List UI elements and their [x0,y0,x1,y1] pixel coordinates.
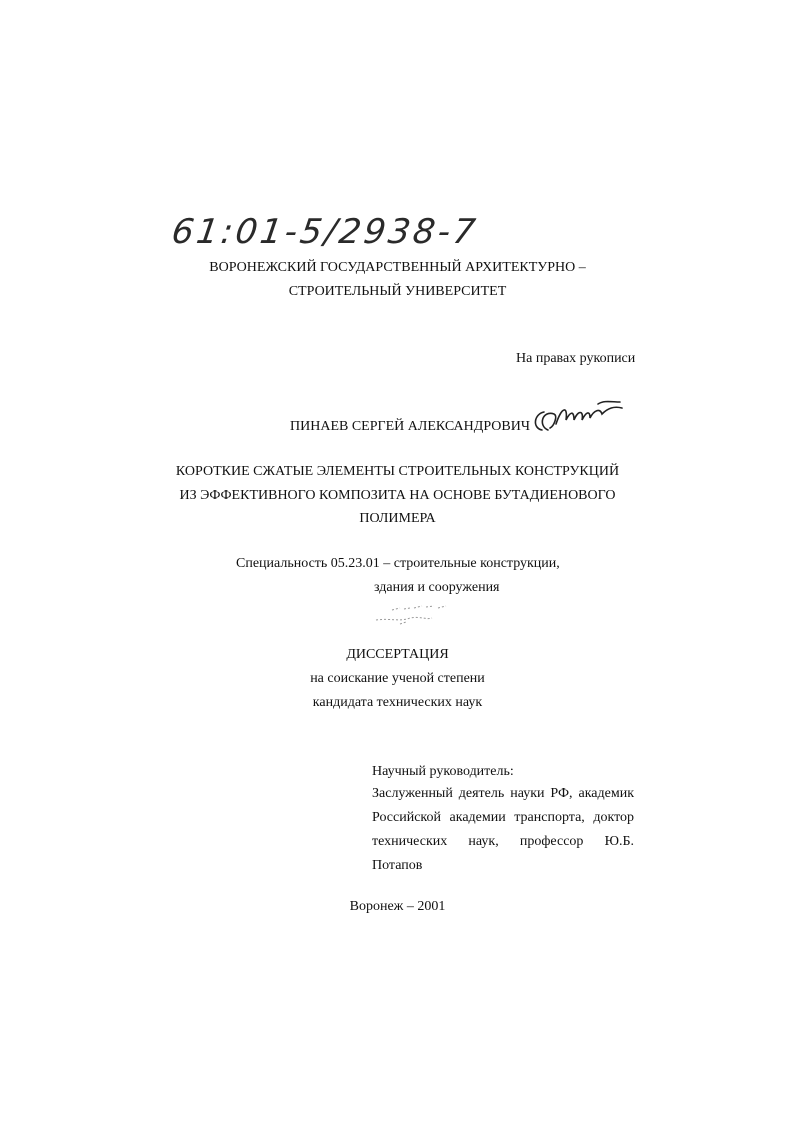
place-year: Воронеж – 2001 [349,899,446,914]
author-name: ПИНАЕВ СЕРГЕЙ АЛЕКСАНДРОВИЧ [290,419,530,434]
handwritten-archive-code: 61:01-5/2938-7 [169,212,481,252]
author-signature [528,396,628,442]
thesis-title-line-2: ИЗ ЭФФЕКТИВНОГО КОМПОЗИТА НА ОСНОВЕ БУТАДИЕНОВОГО [179,488,616,503]
supervisor-details [372,782,634,878]
university-line-2: СТРОИТЕЛЬНЫЙ УНИВЕРСИТЕТ [288,284,507,299]
supervisor-line-2: Российской академии транспорта, доктор [372,810,634,825]
supervisor-line-3: технических наук, профессор Ю.Б. Потапов [372,834,634,873]
specialty-line-1: Специальность 05.23.01 – строительные конструкции, [236,556,560,571]
degree-line-1: на соискание ученой степени [310,671,485,686]
thesis-title-line-1: КОРОТКИЕ СЖАТЫЕ ЭЛЕМЕНТЫ СТРОИТЕЛЬНЫХ КОНСТРУКЦИЙ [175,464,620,479]
thesis-title-line-3: ПОЛИМЕРА [359,511,436,526]
faint-stamp-mark [370,600,480,628]
university-line-1: ВОРОНЕЖСКИЙ ГОСУДАРСТВЕННЫЙ АРХИТЕКТУРНО – [209,260,586,275]
supervisor-line-1: Заслуженный деятель науки РФ, академик [372,786,634,801]
degree-line-2: кандидата технических наук [312,695,483,710]
rights-note: На правах рукописи [516,351,636,366]
dissertation-heading: ДИССЕРТАЦИЯ [346,647,449,662]
specialty-line-2: здания и сооружения [374,580,500,595]
supervisor-label: Научный руководитель: [372,764,514,779]
